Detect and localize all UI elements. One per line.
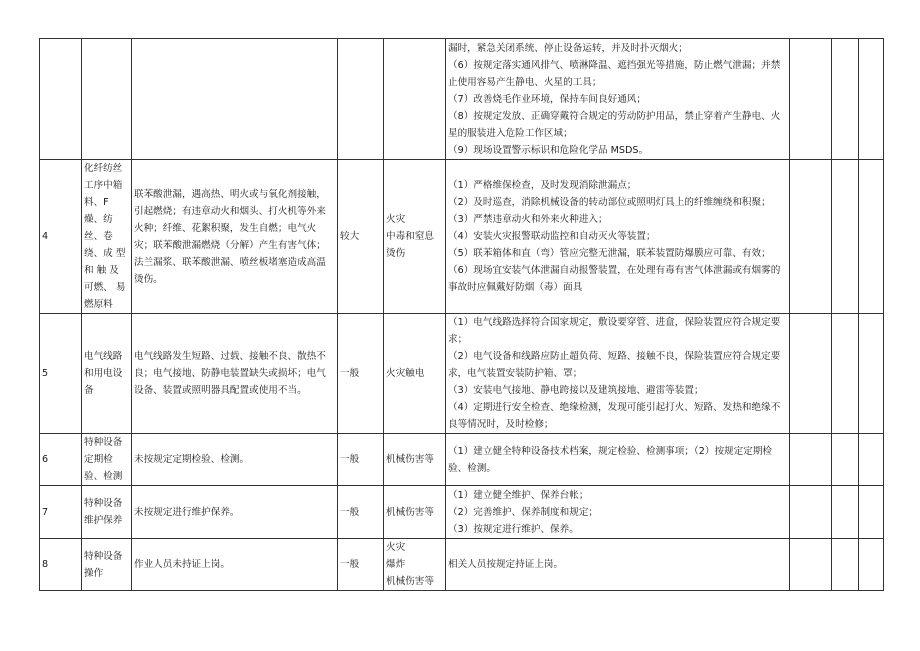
table-row: [40, 539, 884, 591]
empty-cell: [859, 314, 884, 434]
empty-cell: [790, 486, 832, 539]
empty-cell: [859, 434, 884, 486]
hazard-item: 特种设备维护保养: [82, 486, 132, 539]
measure-line: （2）电气设备和线路应防止超负荷、短路、接触不良，保险装置应符合规定要求，电气装置安装防护箱、罩；: [448, 351, 781, 379]
empty-cell: [859, 160, 884, 314]
measure-line: （3）严禁违章动火和外来火种进入；: [448, 214, 608, 225]
hazard-cause: 未按规定进行维护保养。: [132, 486, 338, 539]
hazard-cause: 未按规定定期检验、检测。: [132, 434, 338, 486]
table-row: [40, 160, 884, 314]
measure-line: 相关人员按规定持证上岗。: [448, 559, 564, 570]
measure-line: （2）完善维护、保养制度和规定；: [448, 506, 599, 518]
empty-cell: [832, 539, 859, 591]
control-measures: [446, 39, 790, 160]
consequence: [384, 39, 446, 160]
control-measures: [446, 434, 790, 486]
empty-cell: [790, 434, 832, 486]
consequence: [384, 539, 446, 591]
empty-cell: [790, 539, 832, 591]
table-row: [40, 434, 884, 486]
empty-cell: [832, 486, 859, 539]
consequence: [384, 314, 446, 434]
empty-cell: [832, 314, 859, 434]
control-measures: [446, 539, 790, 591]
risk-level: 一般: [338, 539, 384, 591]
risk-level: 一般: [338, 434, 384, 486]
hazard-cause: [132, 39, 338, 160]
row-number: 7: [40, 486, 82, 539]
measure-line: （7）改善烧毛作业环境，保持车间良好通风；: [448, 93, 646, 105]
risk-table: [39, 38, 884, 591]
empty-cell: [790, 39, 832, 160]
empty-cell: [790, 160, 832, 314]
consequence-line: 中毒和窒息: [386, 231, 434, 242]
measure-line: （8）按规定发放、正确穿戴符合规定的劳动防护用品，禁止穿着产生静电、火星的服装进入危险工作区域；: [448, 110, 781, 139]
measure-line: （1）建立健全特种设备技术档案，规定检验、检测事项；（2）按规定定期检验、检测。: [448, 445, 773, 474]
measure-line: （6）现场宜安装气体泄漏自动报警装置，在处理有毒有害气体泄漏或有烟雾的事故时应佩戴好防烟（毒）面具: [448, 265, 781, 293]
measure-line: （9）现场设置警示标识和危险化学品 MSDS。: [448, 144, 649, 156]
hazard-cause: 电气线路发生短路、过载、接触不良、散热不良；电气接地、防静电装置缺失或损坏；电气设备、装置或照明器具配置或使用不当。: [132, 314, 338, 434]
table-row: [40, 486, 884, 539]
consequence: [384, 486, 446, 539]
hazard-item: 特种设备操作: [82, 539, 132, 591]
hazard-item: 化纤纺丝工序中箱料、F 燥、纺丝、卷绕、成 型和 触 及 可燃、 易 燃原料: [82, 160, 132, 314]
measure-line: （1）建立健全维护、保养台帐；: [448, 489, 589, 501]
hazard-item: 特种设备定期检验、检测: [82, 434, 132, 486]
hazard-cause: 联苯酸泄漏，遇高热、明火或与氧化剂接触，引起燃烧；有违章动火和烟头、打火机等外来火种；纤维、花絮积聚，发生自燃；电气火灾；联苯酸泄漏燃烧（分解）产生有害气体；法兰漏浆、联苯酸泄漏、喷丝板堵塞造成高温烫伤。: [132, 160, 338, 314]
measure-line: （4）安装火灾报警联动监控和自动灭火等装置；: [448, 231, 656, 242]
row-number: [40, 39, 82, 160]
measure-line: 漏时，紧急关闭系统、停止设备运转，并及时扑灭烟火；: [448, 42, 688, 54]
measure-line: （5）联苯箱体和直（弯）管应完整无泄漏，联苯装置防爆膜应可靠、有效；: [448, 248, 771, 259]
row-number: 5: [40, 314, 82, 434]
measure-line: （3）安装电气接地、静电跨接以及建筑接地、避雷等装置；: [448, 385, 704, 396]
measure-line: （2）及时巡查，消除机械设备的转动部位或照明灯具上的纤维缠绕和积聚；: [448, 197, 771, 208]
measure-line: （6）按规定落实通风排气、喷淋降温、遮挡强光等措施，防止燃气泄漏；并禁止使用容易产生静电、火星的工具；: [448, 59, 781, 88]
consequence-line: 机械伤害等: [386, 576, 434, 587]
consequence-line: 火灾: [386, 214, 406, 225]
hazard-cause: 作业人员未持证上岗。: [132, 539, 338, 591]
control-measures: [446, 314, 790, 434]
table-row: [40, 314, 884, 434]
consequence-line: 火灾触电: [386, 368, 425, 379]
table-row: [40, 39, 884, 160]
row-number: 6: [40, 434, 82, 486]
consequence-line: 机械伤害等: [386, 506, 434, 518]
empty-cell: [790, 314, 832, 434]
empty-cell: [859, 486, 884, 539]
consequence-line: 爆炸: [386, 559, 406, 570]
control-measures: [446, 486, 790, 539]
consequence-line: 火灾: [386, 542, 406, 553]
empty-cell: [859, 39, 884, 160]
empty-cell: [859, 539, 884, 591]
consequence: [384, 160, 446, 314]
hazard-item: [82, 39, 132, 160]
row-number: 8: [40, 539, 82, 591]
measure-line: （1）电气线路选择符合国家规定，敷设要穿管、进盒，保险装置应符合规定要求；: [448, 317, 781, 345]
empty-cell: [832, 434, 859, 486]
consequence: [384, 434, 446, 486]
empty-cell: [832, 160, 859, 314]
risk-level: 一般: [338, 486, 384, 539]
risk-level: [338, 39, 384, 160]
measure-line: （3）按规定进行维护、保养。: [448, 523, 579, 535]
empty-cell: [832, 39, 859, 160]
consequence-line: 机械伤害等: [386, 454, 434, 465]
control-measures: [446, 160, 790, 314]
hazard-item: 电气线路和用电设备: [82, 314, 132, 434]
measure-line: （4）定期进行安全检查、绝缘检测，发现可能引起打火、短路、发热和绝缘不良等情况时，及时检修；: [448, 402, 781, 430]
risk-level: 一般: [338, 314, 384, 434]
row-number: 4: [40, 160, 82, 314]
consequence-line: 烫伤: [386, 248, 406, 259]
measure-line: （1）严格维保检查，及时发现消除泄漏点；: [448, 180, 637, 191]
risk-level: 较大: [338, 160, 384, 314]
